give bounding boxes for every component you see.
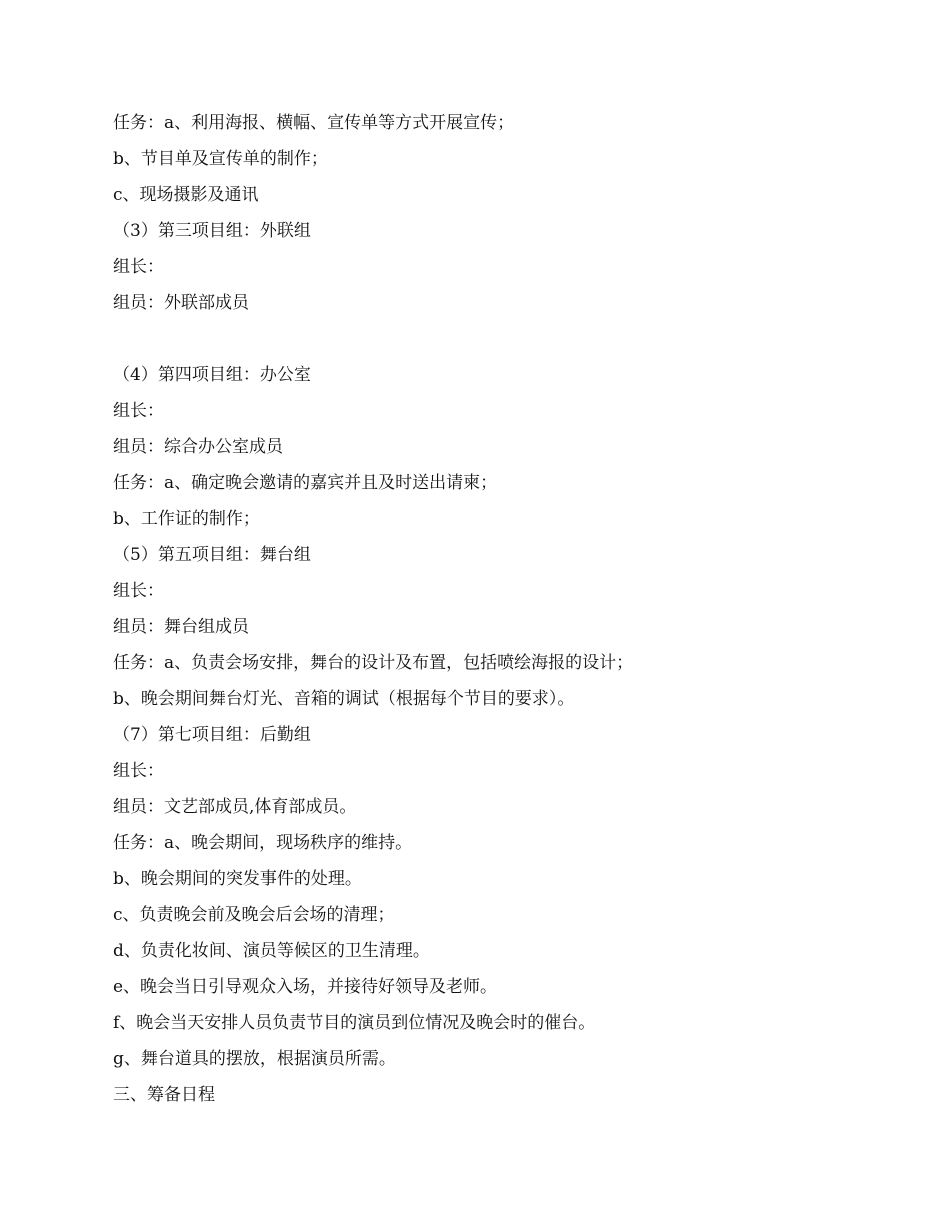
text-line: c、负责晚会前及晚会后会场的清理； — [113, 905, 395, 925]
text-line: f、晚会当天安排人员负责节目的演员到位情况及晚会时的催台。 — [113, 1013, 596, 1033]
text-line: 组长： — [113, 761, 164, 781]
text-line: 组员：文艺部成员,体育部成员。 — [113, 797, 357, 817]
text-line: 任务：a、确定晚会邀请的嘉宾并且及时送出请柬； — [113, 473, 498, 493]
text-line: 组长： — [113, 401, 164, 421]
text-line: 任务：a、利用海报、横幅、宣传单等方式开展宣传； — [113, 113, 515, 133]
document-body — [113, 108, 873, 1116]
text-line: 任务：a、负责会场安排，舞台的设计及布置，包括喷绘海报的设计； — [113, 653, 634, 673]
section-heading: 三、筹备日程 — [113, 1085, 215, 1105]
text-line: d、负责化妆间、演员等候区的卫生清理。 — [113, 941, 430, 961]
section-heading: （3）第三项目组：外联组 — [113, 221, 311, 241]
text-line: b、节目单及宣传单的制作； — [113, 149, 328, 169]
text-line: 组长： — [113, 257, 164, 277]
text-line: 任务：a、晚会期间，现场秩序的维持。 — [113, 833, 413, 853]
text-line: b、工作证的制作； — [113, 509, 260, 529]
text-line: g、舞台道具的摆放，根据演员所需。 — [113, 1049, 396, 1069]
text-line: 组长： — [113, 581, 164, 601]
text-line: 组员：舞台组成员 — [113, 617, 249, 637]
text-line: e、晚会当日引导观众入场，并接待好领导及老师。 — [113, 977, 498, 997]
text-line: 组员：外联部成员 — [113, 293, 249, 313]
text-line: b、晚会期间的突发事件的处理。 — [113, 869, 362, 889]
text-line: b、晚会期间舞台灯光、音箱的调试（根据每个节目的要求）。 — [113, 689, 575, 709]
section-heading: （4）第四项目组：办公室 — [113, 365, 311, 385]
blank-line — [113, 324, 873, 360]
section-heading: （5）第五项目组：舞台组 — [113, 545, 311, 565]
text-line: c、现场摄影及通讯 — [113, 185, 259, 205]
section-heading: （7）第七项目组：后勤组 — [113, 725, 311, 745]
text-line: 组员：综合办公室成员 — [113, 437, 283, 457]
